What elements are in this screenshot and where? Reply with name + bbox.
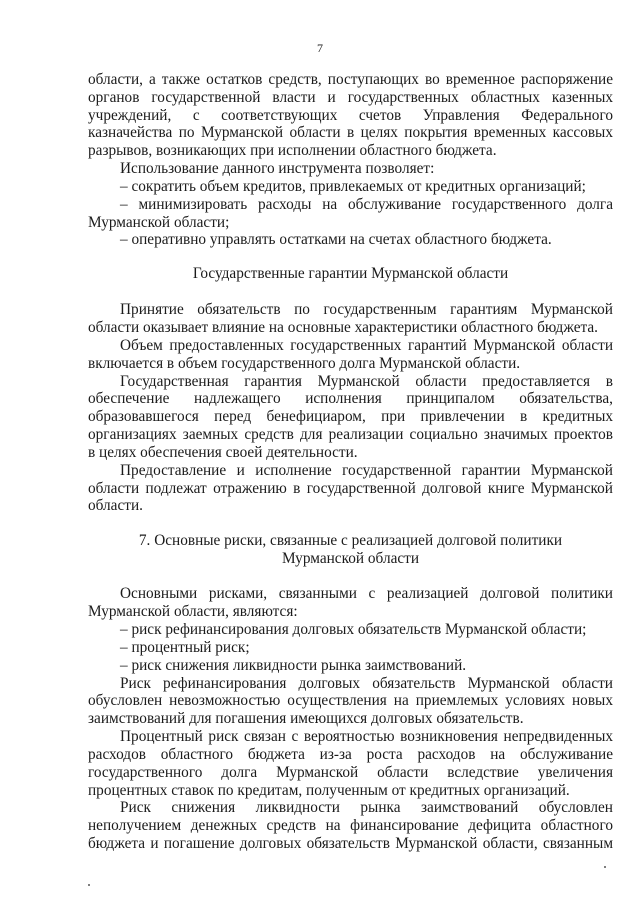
text-line: учреждений, с соответствующих счетов Управления Федерального (88, 107, 613, 124)
text-line: области. (88, 497, 143, 514)
text-line: Риск снижения ликвидности рынка заимствований обусловлен (120, 799, 613, 816)
page-number: 7 (317, 41, 323, 55)
section-heading: 7. Основные риски, связанные с реализацией долговой политики (138, 532, 563, 549)
list-item: – риск рефинансирования долговых обязательств Мурманской области; (120, 621, 587, 638)
list-item: – оперативно управлять остатками на счетах областного бюджета. (120, 231, 552, 248)
text-line: процентных ставок по кредитам, полученным от кредитных организаций. (88, 782, 570, 799)
text-line: органов государственной власти и государственных областных казенных (88, 89, 613, 106)
text-line: расходов областного бюджета из-за роста расходов на обслуживание (88, 746, 613, 763)
text-line: Предоставление и исполнение государственной гарантии Мурманской (120, 462, 613, 479)
list-item: – риск снижения ликвидности рынка заимствований. (120, 657, 467, 674)
text-line: неполучением денежных средств на финансирование дефицита областного (88, 817, 613, 834)
scan-speck (88, 884, 90, 886)
text-line: в целях обеспечения своей деятельности. (88, 444, 358, 461)
text-line: Использование данного инструмента позволяет: (120, 160, 435, 177)
section-heading: Государственные гарантии Мурманской области (192, 265, 509, 282)
scan-speck (604, 866, 606, 868)
text-line: государственного долга Мурманской области вследствие увеличения (88, 764, 613, 781)
list-item: – сократить объем кредитов, привлекаемых от кредитных организаций; (120, 178, 586, 195)
text-line: обусловлен невозможностью осуществления на приемлемых условиях новых (88, 692, 613, 709)
text-line: казначейства по Мурманской области в целях покрытия временных кассовых (88, 124, 613, 141)
text-line: Объем предоставленных государственных гарантий Мурманской области (120, 337, 613, 354)
text-line: Процентный риск связан с вероятностью возникновения непредвиденных (120, 728, 613, 745)
list-item: – минимизировать расходы на обслуживание государственного долга (120, 196, 613, 213)
text-line: области оказывает влияние на основные характеристики областного бюджета. (88, 319, 598, 336)
text-line: Основными рисками, связанными с реализацией долговой политики (120, 585, 613, 602)
text-line: бюджета и погашение долговых обязательств Мурманской области, связанным (88, 835, 613, 852)
text-line: Государственная гарантия Мурманской области предоставляется в (120, 373, 613, 390)
text-line: организациях заемных средств для реализации социально значимых проектов (88, 426, 613, 443)
text-line: Риск рефинансирования долговых обязательств Мурманской области (120, 675, 613, 692)
list-item: – процентный риск; (120, 639, 250, 656)
section-heading: Мурманской области (281, 550, 420, 567)
text-line: обеспечение надлежащего исполнения принципалом обязательства, (88, 390, 613, 407)
text-line: Мурманской области, являются: (88, 603, 298, 620)
text-line: области, а также остатков средств, поступающих во временное распоряжение (88, 71, 613, 88)
text-line: включается в объем государственного долга Мурманской области. (88, 355, 521, 372)
text-line: области подлежат отражению в государственной долговой книге Мурманской (88, 480, 613, 497)
text-line: заимствований для погашения имеющихся долговых обязательств. (88, 710, 524, 727)
text-line: разрывов, возникающих при исполнении областного бюджета. (88, 142, 497, 159)
text-line: образовавшегося перед бенефициаром, при привлечении в кредитных (88, 408, 613, 425)
text-line: Принятие обязательств по государственным гарантиям Мурманской (120, 301, 613, 318)
text-line: Мурманской области; (88, 214, 230, 231)
